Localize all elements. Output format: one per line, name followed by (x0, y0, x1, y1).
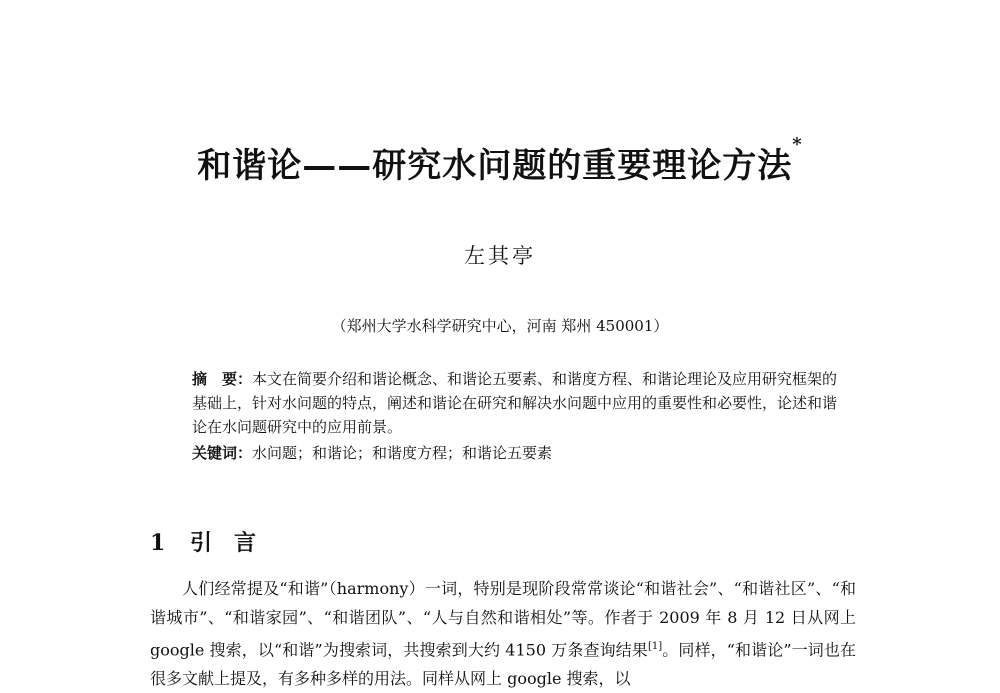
keywords-label: 关键词： (192, 444, 253, 462)
section-number: 1 (150, 530, 166, 556)
section-heading (150, 526, 278, 557)
abstract-block (192, 367, 842, 439)
author-affiliation: （郑州大学水科学研究中心，河南 郑州 450001） (331, 317, 669, 335)
body-text-part2: 。同样，“和谐论”一词也在很多文献上提及，有多种多样的用法。同样从网上 google 搜索，以 (150, 640, 856, 689)
section-title: 引言 (190, 530, 279, 556)
abstract-label: 摘 要： (192, 370, 253, 388)
title-footnote-mark: * (792, 134, 803, 155)
keywords-block (192, 441, 842, 465)
keywords-text: 水问题；和谐论；和谐度方程；和谐论五要素 (252, 444, 553, 462)
paper-title (0, 134, 1000, 187)
abstract-text: 本文在简要介绍和谐论概念、和谐论五要素、和谐度方程、和谐论理论及应用研究框架的基础上，针对水问题的特点，阐述和谐论在研究和解决水问题中应用的重要性和必要性，论述和谐论在水问题研究中的应用前景。 (192, 370, 838, 436)
body-paragraph (150, 574, 856, 693)
citation-ref[interactable]: [1] (647, 641, 663, 652)
author-name: 左其亭 (464, 244, 536, 268)
body-text-part1: 人们经常提及“和谐”（harmony）一词，特别是现阶段常常谈论“和谐社会”、“和谐社区”、“和谐城市”、“和谐家园”、“和谐团队”、“人与自然和谐相处”等。作者于 2009 年 8 月 12 日从网上 google 搜索，以“和谐”为搜索词，共搜索到大约 4150 万条查询结果 (150, 579, 856, 660)
paper-title-text: 和谐论——研究水问题的重要理论方法 (197, 146, 793, 186)
